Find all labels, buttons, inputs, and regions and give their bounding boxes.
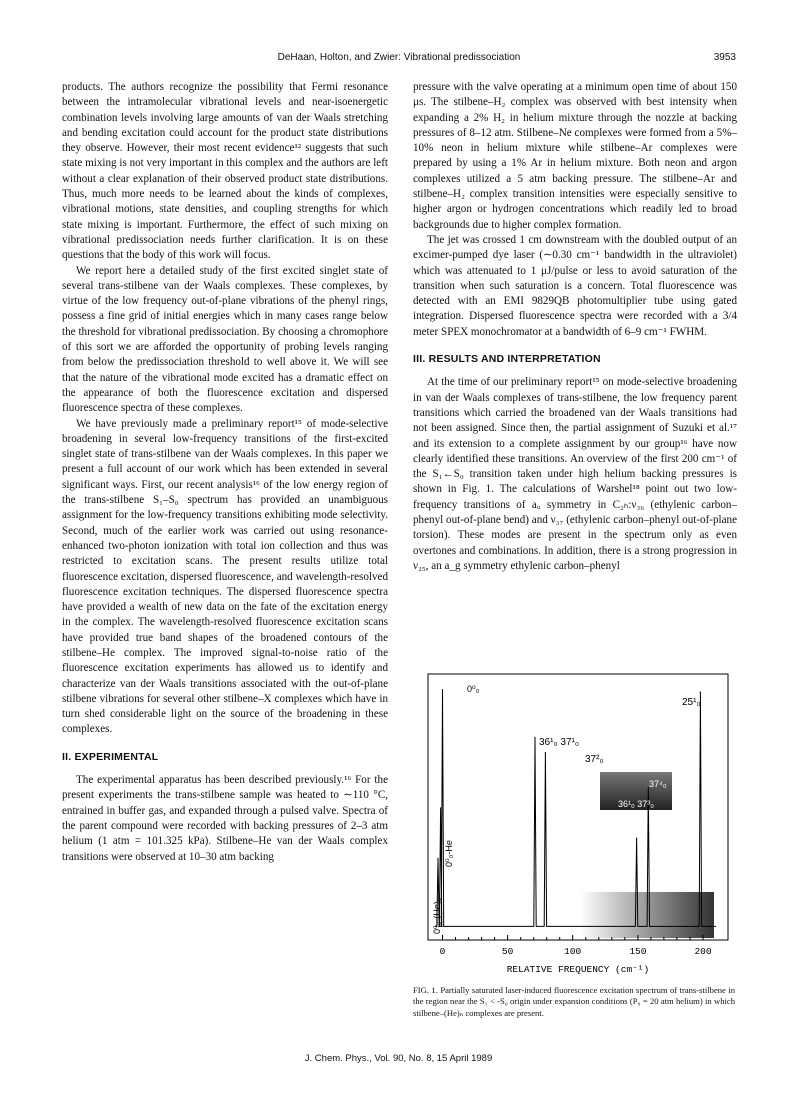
x-tick-label-150: 150: [629, 946, 647, 957]
spectrum-peak-3: [440, 807, 441, 808]
left-column: [62, 80, 388, 865]
peak-label-nu25: 25¹₀: [682, 697, 701, 708]
running-header: [62, 52, 736, 68]
x-tick-label-0: 0: [439, 946, 446, 957]
paragraph: We have previously made a preliminary report¹⁵ of mode-selective broadening in several low-frequency transitions of the first-excited singlet state of trans-stilbene van der Waals complexes. In this paper we present a full account of our work which has been extended in several significant ways. First, our recent analysis¹⁶ of the low energy region of the trans-stilbene S₁–S₀ spectrum has provided an unambiguous assignment for the low-frequency transitions exhibiting mode selectivity. Second, much of the earlier work was carried out using resonance-enhanced two-photon ionization with total ion collection and thus was restricted to excitation scans. The present results utilize total fluorescence excitation, dispersed fluorescence, and wavelength-resolved fluorescence excitation techniques. The dispersed fluorescence spectra have provided a wealth of new data on the fate of the excitation energy in the complex. The wavelength-resolved fluorescence excitation scans have provided true band shapes of the broadened contours of the stilbene–He complex. The improved signal-to-noise ratio of the fluorescence excitation experiments has allowed us to identify and characterize van der Waals transitions associated with the out-of-plane stilbene vibrations for several other stilbene–X complexes which have in turn shed considerable light on the source of the broadening in these complexes.: [62, 417, 388, 736]
section-heading: III. RESULTS AND INTERPRETATION: [413, 353, 601, 366]
spectrum-peak-5: [442, 689, 443, 690]
paragraph: The jet was crossed 1 cm downstream with the doubled output of an excimer-pumped dye laser (∼0.30 cm⁻¹ bandwidth in the ultraviolet) which was attenuated to 1 μJ/pulse or less to avoid saturation of the transition when such saturation is a concern. Total fluorescence was detected with an EMI 9829QB photomultiplier tube using gated integration. Dispersed fluorescence spectra were recorded with a 3/4 meter SPEX monochromator at a bandwidth of 6–9 cm⁻¹ FWHM.: [413, 233, 737, 338]
right-column: [413, 80, 737, 574]
paragraph: pressure with the valve operating at a minimum open time of about 150 μs. The stilbene–H₂ complex was observed with best intensity when expanding a 2% H₂ in helium mixture through the nozzle at backing pressures of 8–12 atm. Stilbene–Ne complexes were formed from a 5%–10% neon in helium mixture while stilbene–Ar complexes were prepared by using a 1% Ar in helium mixture. Both neon and argon complexes utilized a 5 atm backing pressure. The stilbene–Ar and stilbene–H₂ complex transition intensities were especially sensitive to higher argon or hydrogen concentrations which readily led to broad backgrounds due to higher complex formation.: [413, 81, 737, 231]
x-tick-label-200: 200: [694, 946, 712, 957]
spectrum-peak-7: [545, 752, 546, 753]
x-axis-label: RELATIVE FREQUENCY (cm⁻¹): [506, 964, 650, 975]
peak-label-combo-inset: 36¹₀ 37³₀: [618, 799, 654, 809]
spectrum-trace: [435, 690, 716, 927]
figure-1: [410, 672, 736, 984]
peak-label-combo: 36¹₀ 37¹₀: [539, 737, 579, 748]
x-tick-label-50: 50: [501, 946, 514, 957]
figure-caption: FIG. 1. Partially saturated laser-induced fluorescence excitation spectrum of trans-stilbene in the region near the S₁ < -S₀ origin under expansion conditions (P₀ = 20 atm helium) in which stilbene–(He)ₙ complexes are present.: [413, 985, 735, 1018]
x-tick-label-100: 100: [564, 946, 582, 957]
section-heading: II. EXPERIMENTAL: [62, 750, 159, 763]
running-title: DeHaan, Holton, and Zwier: Vibrational predissociation: [277, 52, 521, 63]
peak-label-he2: 0⁰₀-(He)₂: [432, 897, 442, 934]
spectrum-peak-1: [437, 858, 438, 859]
paragraph: We report here a detailed study of the first excited singlet state of several trans-stilbene van der Waals complexes. These complexes, by virtue of the low frequency out-of-plane vibrations of the phenyl rings, possess a fine grid of initial energies which in many cases range below the threshold for vibrational predissociation. By choosing a chromophore of this sort we are afforded the opportunity of probing levels ranging from below the predissociation threshold to well above it. We will see that the nature of the vibrational mode excited has a dramatic effect on the appearance of both the fluorescence excitation and dispersed fluorescence spectra of these complexes.: [62, 264, 388, 415]
paragraph: At the time of our preliminary report¹⁵ on mode-selective broadening in van der Waals complexes of trans-stilbene, the low frequency parent transitions which carried the broadened van der Waals transitions had not been assigned. Since then, the partial assignment of Suzuki et al.¹⁷ and its extension to a complete assignment by our group¹⁶ have now clearly identified these transitions. An overview of the first 200 cm⁻¹ of the S₁←S₀ transition taken under high helium backing pressures is shown in Fig. 1. The calculations of Warshel¹⁸ point out two low-frequency transitions of aᵤ symmetry in C₂ₕ:ν₃₆ (ethylenic carbon–phenyl out-of-plane bend) and ν₃₇ (ethylenic carbon–phenyl out-of-plane torsion). These modes are present in the spectrum only as even overtones and combinations. In addition, there is a strong progression in ν₂₅, an a_g symmetry ethylenic carbon–phenyl: [413, 376, 737, 572]
spectrum-chart: [410, 672, 736, 984]
spectrum-peak-6: [534, 737, 535, 738]
spectrum-peak-8: [636, 838, 637, 839]
spectrum-peak-10: [700, 692, 701, 693]
paragraph: products. The authors recognize the possibility that Fermi resonance between the intramolecular vibrational levels and near-isoenergetic combination levels involving large amounts of van der Waals stretching and bending excitation could account for the product state distributions they observe. However, their most recent evidence¹² suggests that such state mixing is not very important in this complex and the authors are left without a clear explanation of their observed product state distributions. Thus, much more needs to be learned about the kinds of complexes, vibrational motions, state densities, and coupling strengths for which state mixing is important. Furthermore, the effect of such mixing on vibrational predissociation needs further clarification. It is on these questions that the body of this work will focus.: [62, 81, 388, 262]
paragraph: The experimental apparatus has been described previously.¹⁶ For the present experiments the trans-stilbene sample was heated to ∼110 °C, entrained in buffer gas, and expanded through a pulsed valve. Spectra of the parent compound were recorded with backing pressures of 2–3 atm helium (1 atm = 101.325 kPa). Stilbene–He van der Waals complex transitions were observed at 10–30 atm backing: [62, 774, 388, 863]
peak-label-nu37-4: 37⁴₀: [649, 779, 667, 789]
peak-label-he1: 0⁰₀-He: [444, 840, 454, 867]
peak-label-nu37-2: 37²₀: [585, 754, 604, 765]
peak-label-origin: 0⁰₀: [467, 684, 480, 694]
journal-footer: J. Chem. Phys., Vol. 90, No. 8, 15 April 1989: [304, 1053, 493, 1064]
page-number: 3953: [713, 52, 736, 63]
